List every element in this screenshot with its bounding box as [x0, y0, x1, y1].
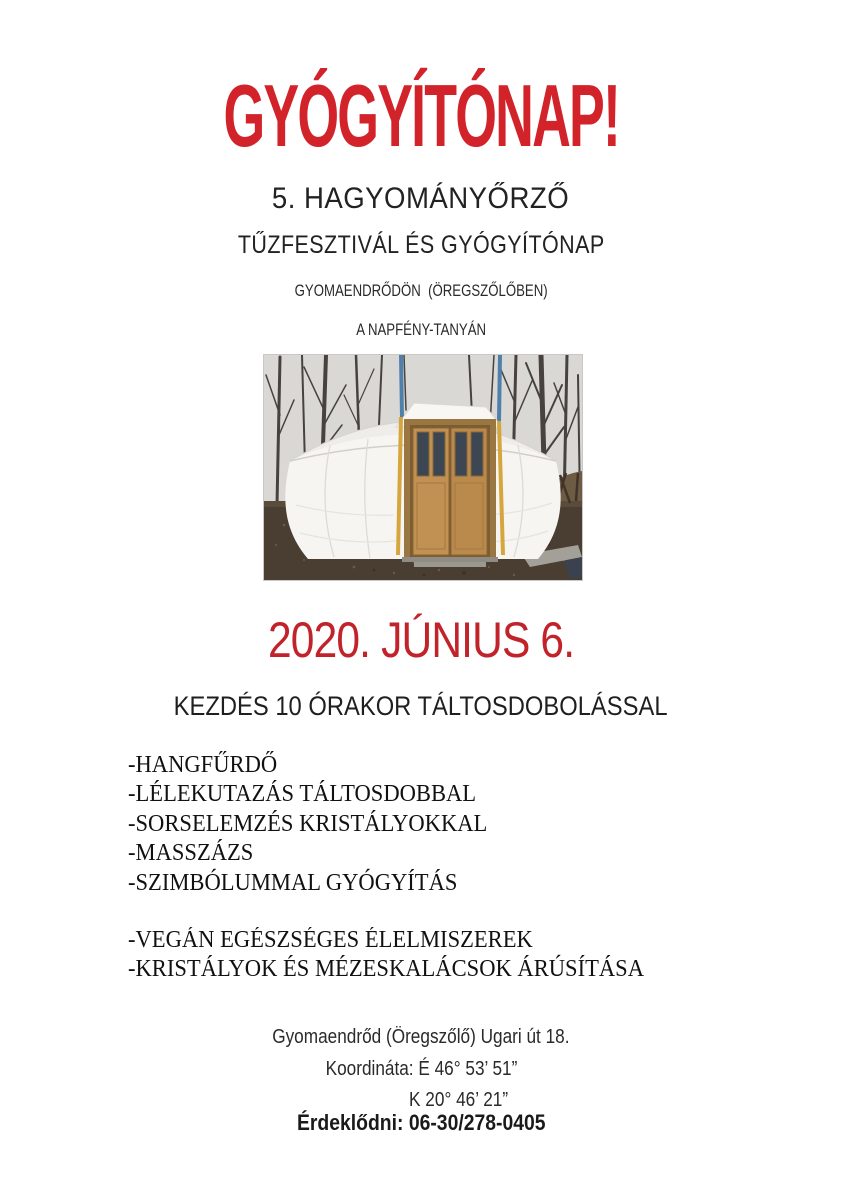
location-line-1-text: GYOMAENDRŐDÖN (ÖREGSZŐLŐBEN)	[294, 282, 548, 300]
program-item: -LÉLEKUTAZÁS TÁLTOSDOBBAL	[128, 781, 477, 808]
market-list	[128, 926, 644, 985]
contact-line	[0, 1109, 842, 1137]
location-line-1	[0, 279, 842, 303]
address-line	[0, 1025, 842, 1049]
program-list	[128, 751, 487, 898]
location-line-2	[0, 318, 842, 342]
program-item: -MASSZÁZS	[128, 840, 254, 867]
start-time-text: KEZDÉS 10 ÓRAKOR TÁLTOSDOBOLÁSSAL	[174, 691, 668, 721]
market-item: -VEGÁN EGÉSZSÉGES ÉLELMISZEREK	[128, 927, 533, 953]
yurt-photo-illustration	[264, 355, 582, 580]
market-item: -KRISTÁLYOK ÉS MÉZESKALÁCSOK ÁRÚSÍTÁSA	[128, 956, 645, 983]
subtitle-line-2-text: TŰZFESZTIVÁL ÉS GYÓGYÍTÓNAP	[237, 231, 605, 259]
program-item: -SORSELEMZÉS KRISTÁLYOKKAL	[128, 810, 488, 837]
program-item: -SZIMBÓLUMMAL GYÓGYÍTÁS	[128, 869, 458, 896]
start-time-line	[0, 690, 842, 722]
coordinate-line-1	[0, 1057, 842, 1081]
subtitle-line-1-text: 5. HAGYOMÁNYŐRZŐ	[272, 182, 570, 215]
contact-text: Érdeklődni: 06-30/278-0405	[296, 1110, 546, 1135]
poster-title-text: GYÓGYÍTÓNAP!	[223, 66, 619, 165]
program-item: -HANGFŰRDŐ	[128, 752, 278, 778]
poster-title	[0, 68, 842, 164]
coordinate-line-1-text: Koordináta: É 46° 53’ 51”	[325, 1058, 517, 1080]
photo-blue-pole-left	[401, 355, 402, 417]
subtitle-line-1	[0, 182, 842, 216]
subtitle-line-2	[0, 229, 842, 261]
photo-yurt-door	[402, 419, 498, 567]
event-date-text: 2020. JÚNIUS 6.	[267, 612, 575, 668]
photo-blue-pole-right	[499, 355, 500, 421]
location-line-2-text: A NAPFÉNY-TANYÁN	[356, 321, 486, 339]
address-text: Gyomaendrőd (Öregszőlő) Ugari út 18.	[272, 1026, 570, 1048]
event-date	[0, 610, 842, 670]
coordinate-line-2-text: K 20° 46’ 21”	[409, 1089, 509, 1111]
yurt-photo	[264, 355, 582, 580]
